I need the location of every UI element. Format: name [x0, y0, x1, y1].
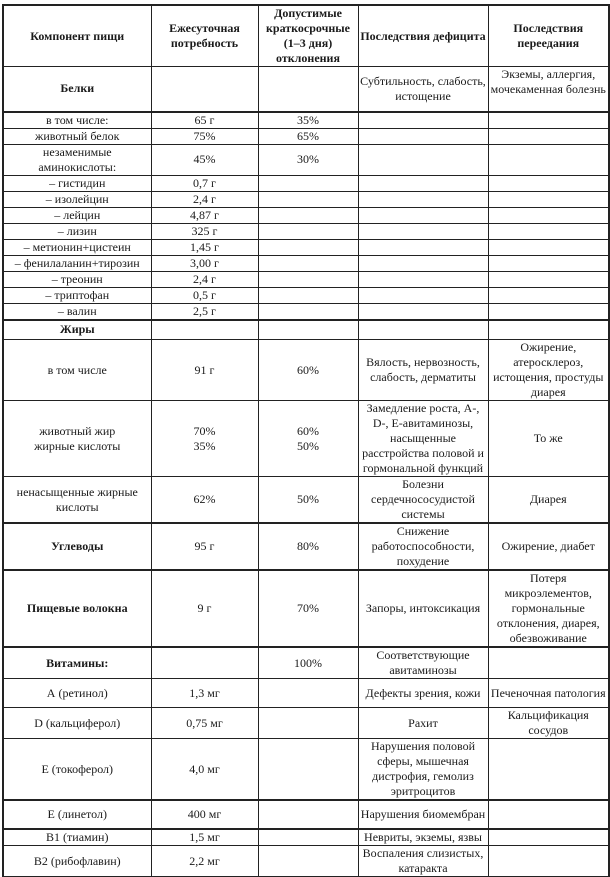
cell-deviation: [258, 679, 358, 708]
cell-need: 2,2 мг: [151, 846, 258, 877]
table-row: [3, 340, 609, 401]
header-row: [3, 5, 609, 67]
cell-deficit: Соответствующие авитаминозы: [358, 647, 488, 679]
cell-need: 0,75 мг: [151, 708, 258, 739]
cell-excess: То же: [488, 401, 609, 477]
cell-component: в том числе: [3, 340, 151, 401]
table-row: [3, 128, 609, 144]
cell-need: [151, 647, 258, 679]
cell-need: 91 г: [151, 340, 258, 401]
table-row: [3, 191, 609, 207]
cell-excess: Ожирение, диабет: [488, 523, 609, 570]
table-row: [3, 846, 609, 877]
cell-deficit: [358, 223, 488, 239]
cell-deficit: [358, 144, 488, 175]
cell-need: 0,5 г: [151, 287, 258, 303]
cell-excess: [488, 647, 609, 679]
cell-deficit: [358, 239, 488, 255]
cell-need: 400 мг: [151, 800, 258, 829]
cell-need: 9 г: [151, 570, 258, 647]
table-row: [3, 207, 609, 223]
header-deficit: Последствия дефицита: [358, 5, 488, 67]
cell-need: 75%: [151, 128, 258, 144]
cell-deviation: [258, 287, 358, 303]
cell-component: Жиры: [3, 320, 151, 340]
table-row: [3, 708, 609, 739]
cell-deviation: [258, 708, 358, 739]
cell-excess: [488, 303, 609, 320]
table-row: [3, 239, 609, 255]
cell-excess: Диарея: [488, 477, 609, 524]
cell-deviation: [258, 271, 358, 287]
cell-component: ненасыщенные жирные кислоты: [3, 477, 151, 524]
cell-deficit: Снижение работоспособности, похудение: [358, 523, 488, 570]
cell-component: – фенилаланин+тирозин: [3, 255, 151, 271]
cell-component: В2 (рибофлавин): [3, 846, 151, 877]
cell-excess: Кальцификация сосудов: [488, 708, 609, 739]
cell-component: Е (линетол): [3, 800, 151, 829]
table-row: [3, 800, 609, 829]
table-row: [3, 570, 609, 647]
cell-deviation: [258, 175, 358, 191]
cell-deviation: [258, 207, 358, 223]
table-row: [3, 223, 609, 239]
cell-deviation: 60%: [258, 340, 358, 401]
table-row: [3, 175, 609, 191]
cell-component: Пищевые волокна: [3, 570, 151, 647]
cell-component: Е (токоферол): [3, 739, 151, 801]
nutrition-table: [2, 4, 610, 877]
cell-deviation: [258, 846, 358, 877]
cell-component: D (кальциферол): [3, 708, 151, 739]
cell-deficit: Нарушения биомембран: [358, 800, 488, 829]
cell-excess: [488, 128, 609, 144]
cell-deviation: 50%: [258, 477, 358, 524]
cell-deficit: [358, 112, 488, 129]
cell-need: 4,87 г: [151, 207, 258, 223]
table-row: [3, 477, 609, 524]
cell-need: 2,5 г: [151, 303, 258, 320]
header-component: Компонент пищи: [3, 5, 151, 67]
table-row: [3, 287, 609, 303]
table-row: [3, 523, 609, 570]
cell-deficit: Болезни сердечнососудистой системы: [358, 477, 488, 524]
table-row: [3, 829, 609, 846]
cell-deficit: [358, 271, 488, 287]
cell-need: 62%: [151, 477, 258, 524]
cell-deviation: 70%: [258, 570, 358, 647]
table-row: [3, 647, 609, 679]
cell-deviation: [258, 67, 358, 112]
cell-excess: [488, 255, 609, 271]
cell-deviation: [258, 401, 358, 477]
cell-need-line: 70%: [193, 423, 216, 438]
cell-component: Витамины:: [3, 647, 151, 679]
cell-need: 45%: [151, 144, 258, 175]
cell-excess: [488, 800, 609, 829]
cell-excess: [488, 223, 609, 239]
table-row: [3, 271, 609, 287]
cell-component: А (ретинол): [3, 679, 151, 708]
cell-deviation: 65%: [258, 128, 358, 144]
cell-deviation: [258, 239, 358, 255]
cell-need: 95 г: [151, 523, 258, 570]
cell-component: – изолейцин: [3, 191, 151, 207]
cell-need: 325 г: [151, 223, 258, 239]
cell-component: – лейцин: [3, 207, 151, 223]
table-row: [3, 255, 609, 271]
cell-excess: Печеночная патология: [488, 679, 609, 708]
cell-excess: [488, 207, 609, 223]
cell-deficit: Замедление роста, А-, D-, Е-авитаминозы, насыщенные расстройства половой и гормональной функций: [358, 401, 488, 477]
cell-need: 3,00 г: [151, 255, 258, 271]
cell-deficit: [358, 191, 488, 207]
cell-need: 0,7 г: [151, 175, 258, 191]
cell-excess: [488, 320, 609, 340]
cell-need: [151, 401, 258, 477]
cell-excess: [488, 112, 609, 129]
cell-component: – гистидин: [3, 175, 151, 191]
cell-excess: Ожирение, атеросклероз, истощения, простуды диарея: [488, 340, 609, 401]
cell-need: 1,45 г: [151, 239, 258, 255]
cell-deviation: [258, 320, 358, 340]
cell-deficit: Субтильность, слабость, истощение: [358, 67, 488, 112]
cell-deficit: [358, 128, 488, 144]
cell-excess: [488, 144, 609, 175]
cell-component: В1 (тиамин): [3, 829, 151, 846]
cell-component: в том числе:: [3, 112, 151, 129]
cell-component: незаменимые аминокислоты:: [3, 144, 151, 175]
cell-deviation: [258, 255, 358, 271]
cell-deficit: Вялость, нервозность, слабость, дерматиты: [358, 340, 488, 401]
cell-deficit: [358, 207, 488, 223]
cell-deviation-line: 50%: [297, 438, 319, 453]
cell-deficit: [358, 287, 488, 303]
header-allowed-deviation: Допустимые краткосрочные (1–3 дня) отклонения: [258, 5, 358, 67]
header-daily-need: Ежесуточная потребность: [151, 5, 258, 67]
cell-component-line: животный жир: [39, 423, 116, 438]
cell-need-line: 35%: [193, 438, 216, 453]
cell-deficit: Невриты, экземы, язвы: [358, 829, 488, 846]
cell-deviation: 100%: [258, 647, 358, 679]
cell-deficit: [358, 320, 488, 340]
cell-excess: [488, 287, 609, 303]
cell-deviation: [258, 800, 358, 829]
cell-need: 2,4 г: [151, 271, 258, 287]
cell-deviation: [258, 739, 358, 801]
cell-component: – валин: [3, 303, 151, 320]
cell-component: – метионин+цистеин: [3, 239, 151, 255]
table-row: [3, 320, 609, 340]
table-row: [3, 144, 609, 175]
cell-deficit: [358, 255, 488, 271]
cell-need: 1,5 мг: [151, 829, 258, 846]
cell-deficit: Рахит: [358, 708, 488, 739]
cell-deficit: [358, 303, 488, 320]
cell-excess: Экземы, аллергия, мочекаменная болезнь: [488, 67, 609, 112]
cell-need: [151, 67, 258, 112]
cell-need: [151, 320, 258, 340]
cell-deviation: [258, 303, 358, 320]
cell-deficit: Нарушения половой сферы, мышечная дистрофия, гемолиз эритроцитов: [358, 739, 488, 801]
cell-component: [3, 401, 151, 477]
cell-deviation: [258, 223, 358, 239]
cell-deviation: 35%: [258, 112, 358, 129]
cell-need: 2,4 г: [151, 191, 258, 207]
cell-deviation: [258, 191, 358, 207]
table-row: [3, 67, 609, 112]
table-row: [3, 303, 609, 320]
cell-need: 65 г: [151, 112, 258, 129]
cell-component-line: жирные кислоты: [34, 438, 121, 453]
table-row: [3, 679, 609, 708]
cell-excess: [488, 829, 609, 846]
cell-need: 1,3 мг: [151, 679, 258, 708]
cell-excess: [488, 175, 609, 191]
table-row: [3, 401, 609, 477]
cell-component: – лизин: [3, 223, 151, 239]
cell-excess: [488, 239, 609, 255]
cell-deficit: Воспаления слизистых, катаракта: [358, 846, 488, 877]
cell-excess: [488, 739, 609, 801]
cell-deviation-line: 60%: [297, 423, 319, 438]
cell-component: животный белок: [3, 128, 151, 144]
cell-deviation: 80%: [258, 523, 358, 570]
table-row: [3, 739, 609, 801]
cell-deficit: [358, 175, 488, 191]
cell-deficit: Дефекты зрения, кожи: [358, 679, 488, 708]
cell-deficit: Запоры, интоксикация: [358, 570, 488, 647]
cell-deviation: [258, 829, 358, 846]
cell-component: – триптофан: [3, 287, 151, 303]
cell-excess: [488, 191, 609, 207]
cell-excess: [488, 271, 609, 287]
cell-need: 4,0 мг: [151, 739, 258, 801]
cell-component: Углеводы: [3, 523, 151, 570]
cell-excess: [488, 846, 609, 877]
cell-excess: Потеря микроэлементов, гормональные отклонения, диарея, обезвоживание: [488, 570, 609, 647]
cell-component: – треонин: [3, 271, 151, 287]
table-row: [3, 112, 609, 129]
header-excess: Последствия переедания: [488, 5, 609, 67]
cell-component: Белки: [3, 67, 151, 112]
cell-deviation: 30%: [258, 144, 358, 175]
